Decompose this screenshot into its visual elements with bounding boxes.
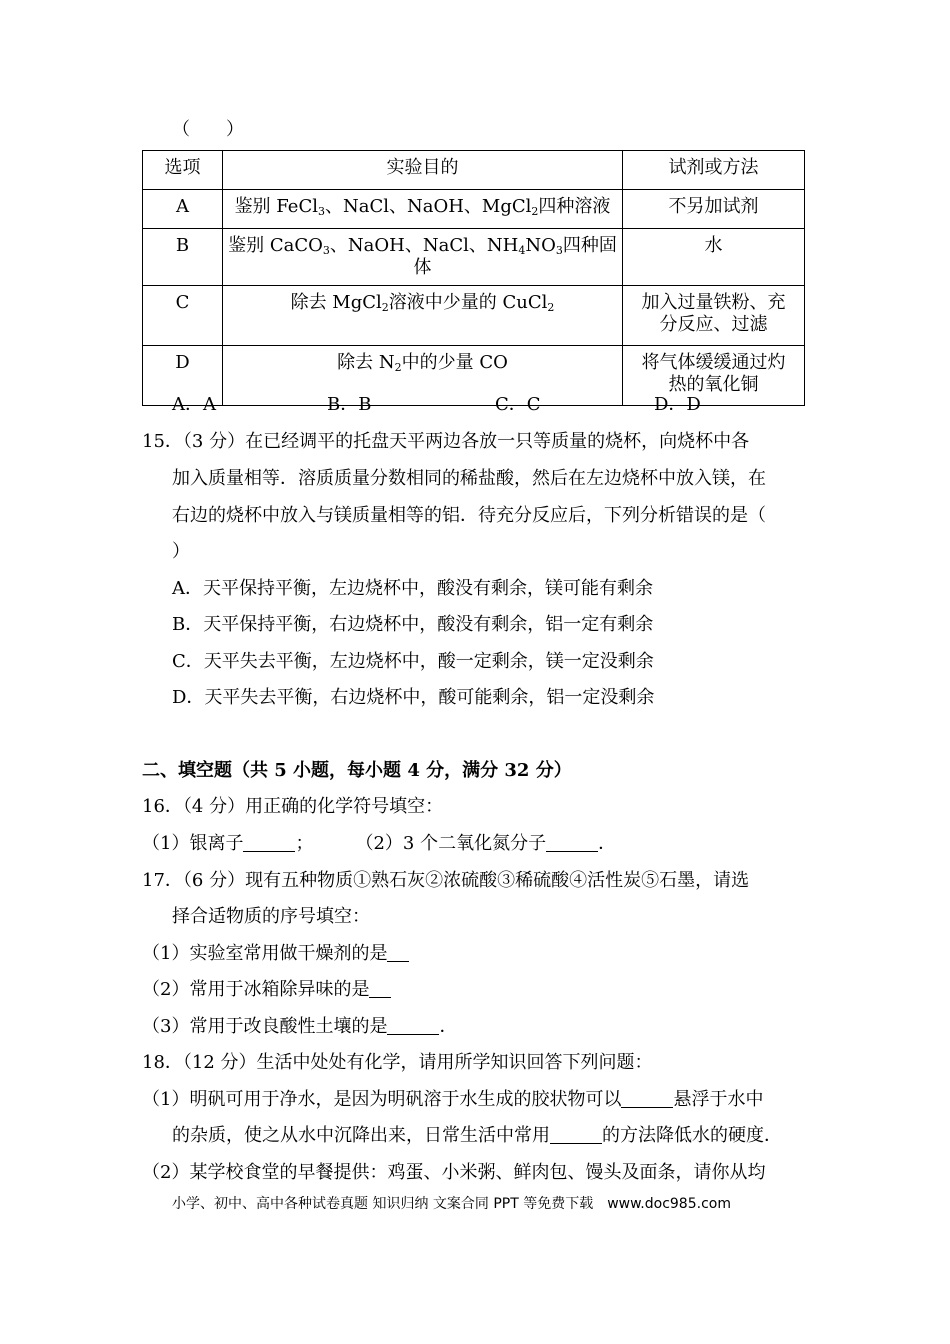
table-header: 实验目的 (223, 151, 623, 190)
q15-line: 右边的烧杯中放入与镁质量相等的铝．待充分反应后，下列分析错误的是（ (172, 505, 766, 526)
option-cell: B (143, 229, 223, 286)
q16-stem: 16．（4 分）用正确的化学符号填空： (142, 796, 444, 817)
table-row (143, 229, 805, 286)
question-bracket: （ ） (172, 119, 244, 140)
section-heading: 二、填空题（共 5 小题，每小题 4 分，满分 32 分） (142, 760, 572, 781)
q17-stem: 择合适物质的序号填空： (172, 906, 370, 927)
q17-part: （3）常用于改良酸性土壤的是 ． (142, 1016, 458, 1037)
answer-blank[interactable] (243, 833, 295, 852)
table-row (143, 286, 805, 346)
option-cell: C (143, 286, 223, 346)
purpose-cell: 除去 $N_2$中的少量 CO (223, 346, 623, 406)
purpose-cell: 鉴别 FeCl$_3$、NaCl、NaOH、MgCl$_2$四种溶液 (223, 190, 623, 229)
page-footer: 小学、初中、高中各种试卷真题 知识归纳 文案合同 PPT 等免费下载 www.doc985.com (172, 1196, 731, 1212)
q15-line: ） (172, 541, 190, 562)
experiment-table (142, 150, 805, 406)
method-cell: 将气体缓缓通过灼 热的氧化铜 (623, 346, 805, 406)
purpose-cell: 鉴别 CaCO$_3$、NaOH、NaCl、$NH_4NO_3$四种固体 (223, 229, 623, 286)
choice-d: D．D (654, 394, 701, 415)
q17-part: （2）常用于冰箱除异味的是 (142, 978, 391, 1002)
purpose-cell: 除去 MgCl$_2$溶液中少量的 CuCl$_2$ (223, 286, 623, 346)
q18-part: （2）某学校食堂的早餐提供：鸡蛋、小米粥、鲜肉包、馒头及面条，请你从均 (142, 1162, 766, 1183)
q18-part: （1）明矾可用于净水，是因为明矾溶于水生成的胶状物可以 悬浮于水中 (142, 1089, 764, 1110)
q15-line: 加入质量相等．溶质质量分数相同的稀盐酸，然后在左边烧杯中放入镁，在 (172, 468, 766, 489)
table-row (143, 346, 805, 406)
answer-blank[interactable] (387, 943, 409, 962)
method-cell: 加入过量铁粉、充 分反应、过滤 (623, 286, 805, 346)
q15-option-d: D．天平失去平衡，右边烧杯中，酸可能剩余，铝一定没剩余 (172, 687, 655, 708)
q15-option-a: A．天平保持平衡，左边烧杯中，酸没有剩余，镁可能有剩余 (172, 578, 653, 599)
q18-stem: 18．（12 分）生活中处处有化学，请用所学知识回答下列问题： (142, 1052, 653, 1073)
choice-a: A．A (172, 394, 216, 415)
table-header: 选项 (143, 151, 223, 190)
choice-b: B．B (327, 394, 372, 415)
table-header-row (143, 151, 805, 190)
answer-blank[interactable] (546, 833, 598, 852)
q17-part: （1）实验室常用做干燥剂的是 (142, 942, 409, 966)
option-cell: D (143, 346, 223, 406)
method-cell: 水 (623, 229, 805, 286)
answer-blank[interactable] (550, 1125, 602, 1144)
table-header: 试剂或方法 (623, 151, 805, 190)
method-cell: 不另加试剂 (623, 190, 805, 229)
q18-part: 的杂质，使之从水中沉降出来，日常生活中常用 的方法降低水的硬度． (172, 1125, 782, 1146)
q15-line: 15．（3 分）在已经调平的托盘天平两边各放一只等质量的烧杯，向烧杯中各 (142, 431, 750, 452)
q15-option-b: B．天平保持平衡，右边烧杯中，酸没有剩余，铝一定有剩余 (172, 614, 654, 635)
answer-blank[interactable] (369, 979, 391, 998)
answer-blank[interactable] (621, 1089, 673, 1108)
answer-blank[interactable] (387, 1016, 439, 1035)
choice-c: C．C (495, 394, 541, 415)
q16-parts: （1）银离子 ； （2）3 个二氧化氮分子 ． (142, 833, 617, 854)
option-cell: A (143, 190, 223, 229)
q15-option-c: C．天平失去平衡，左边烧杯中，酸一定剩余，镁一定没剩余 (172, 651, 654, 672)
table-row (143, 190, 805, 229)
q17-stem: 17．（6 分）现有五种物质①熟石灰②浓硫酸③稀硫酸④活性炭⑤石墨，请选 (142, 870, 750, 891)
